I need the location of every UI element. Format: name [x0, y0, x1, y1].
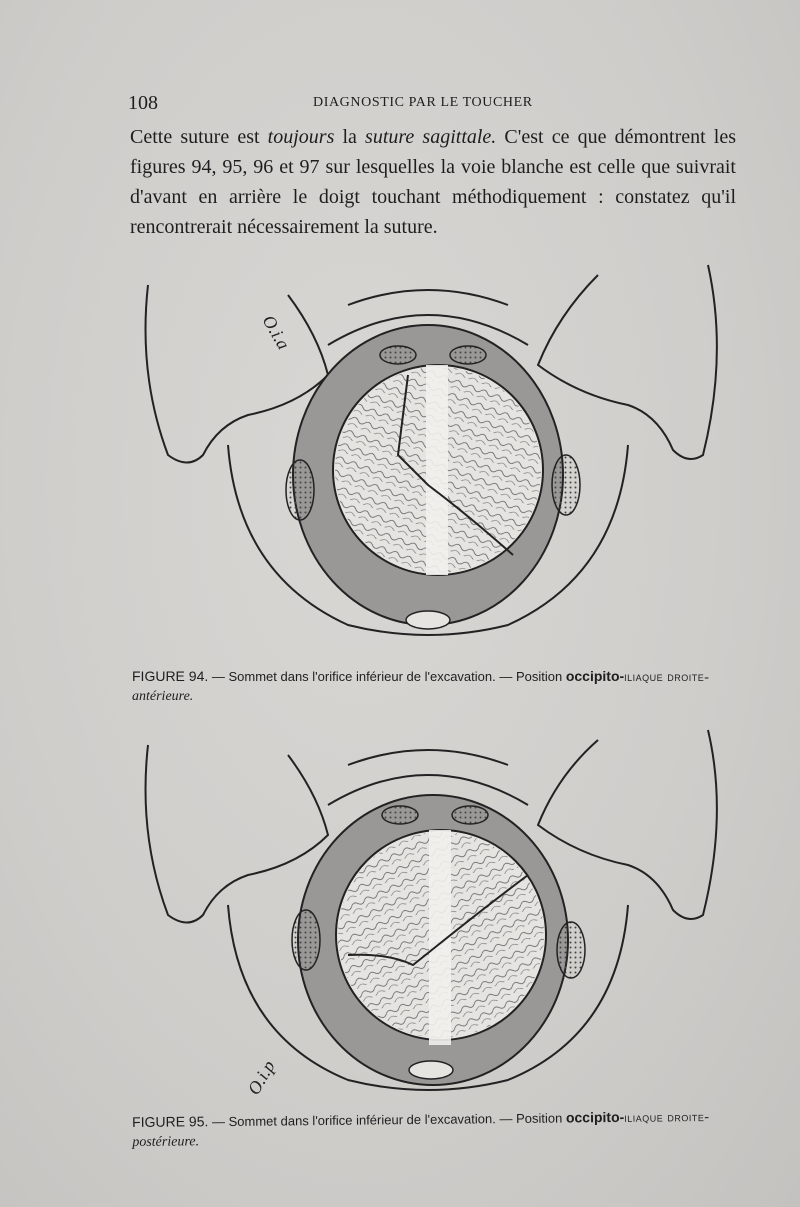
caption-label: FIGURE 95.	[132, 1113, 209, 1130]
figure-94-illustration	[128, 255, 728, 665]
position-label-94: O.i.a	[258, 311, 294, 353]
caption-text: — Sommet dans l'orifice inférieur de l'excavation. — Position	[208, 669, 566, 684]
pelvis-drawing-94	[128, 255, 728, 665]
caption-bold: occipito-	[565, 668, 625, 684]
body-segment: la	[334, 126, 366, 148]
body-segment-italic: suture sagittale.	[365, 126, 497, 148]
caption-bold: occipito-	[565, 1108, 625, 1126]
pelvis-drawing-95	[128, 725, 728, 1115]
caption-small-caps: iliaque droite	[624, 669, 705, 684]
body-paragraph	[130, 122, 736, 242]
position-label-95: O.i.p	[243, 1056, 279, 1099]
body-segment-italic: toujours	[267, 126, 335, 148]
running-head	[128, 92, 740, 116]
body-segment: Cette suture est	[130, 126, 268, 148]
running-title: DIAGNOSTIC PAR LE TOUCHER	[313, 95, 533, 110]
caption-text: — Sommet dans l'orifice inférieur de l'excavation. — Position	[208, 1110, 566, 1130]
caption-small-caps: iliaque droite	[624, 1109, 705, 1125]
caption-italic: -antérieure.	[132, 670, 709, 704]
caption-label: FIGURE 94.	[132, 668, 209, 684]
page-number: 108	[128, 92, 158, 114]
caption-italic: -postérieure.	[132, 1109, 710, 1150]
body-segment: C'est ce que démontrent les figures 94, 95, 96 et 97 sur lesquelles la voie blanche est celle que suivrait d'avant en arrière le doigt touchant méthodiquement : constatez qu'il rencontrerait nécessairement la suture.	[130, 126, 737, 238]
figure-94-caption	[132, 667, 752, 706]
figure-95-caption	[132, 1107, 752, 1152]
figure-95-illustration	[128, 725, 728, 1115]
